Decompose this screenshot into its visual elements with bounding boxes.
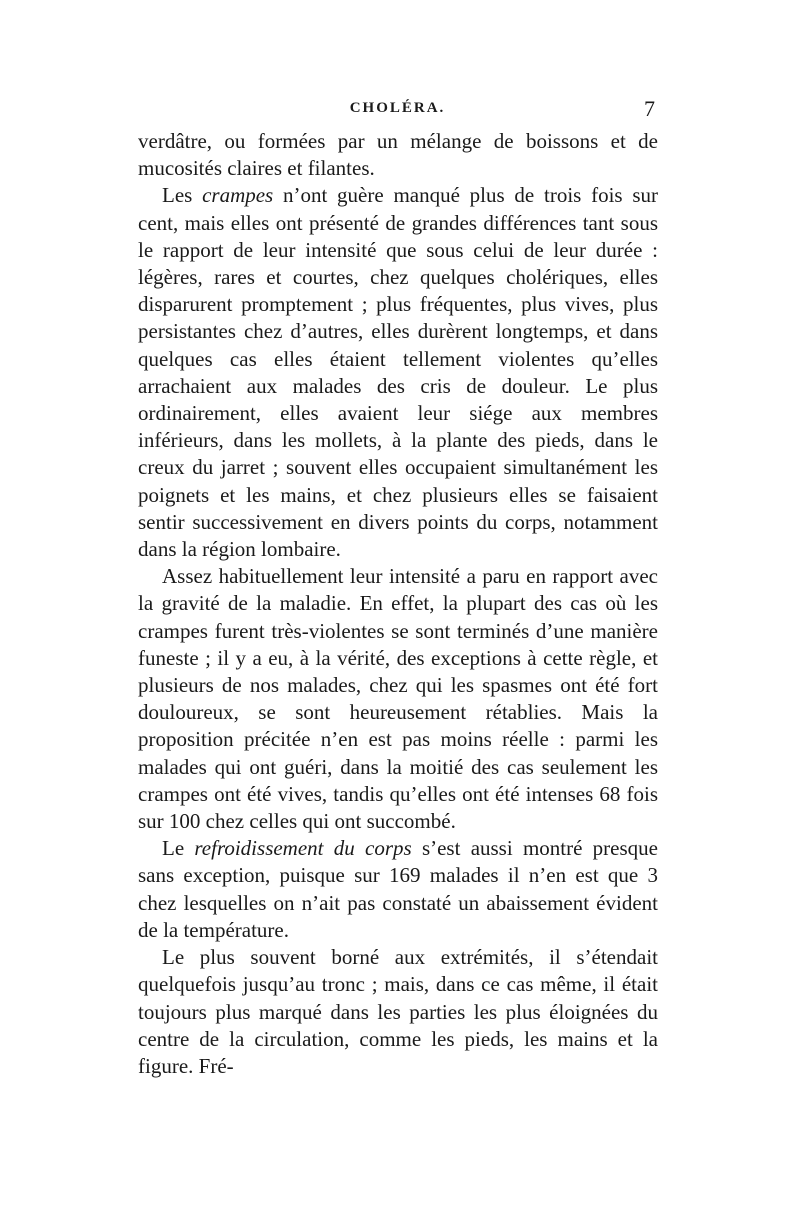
page-number: 7 — [644, 96, 655, 121]
paragraph-refroidissement — [138, 835, 658, 944]
emphasis-refroidissement: refroidissement du corps — [194, 836, 412, 861]
text-run: Les — [162, 183, 203, 208]
text-run: verdâtre, ou formées par un mélange de boissons et de mucosités claires et filantes. — [138, 129, 658, 181]
emphasis-crampes: crampes — [202, 183, 274, 208]
text-run: Assez habituellement leur intensité a paru en rapport avec la gravité de la maladie. En effet, la plupart des cas où les crampes furent très-violentes se sont terminés d’une manière funeste ; il y a eu, à la vérité, des exceptions à cette règle, et plusieurs de nos malades, chez qui les spasmes ont été fort douloureux, se sont heureusement rétablies. Mais la proposition précitée n’en est pas moins réelle : parmi les malades qui ont guéri, dans la moitié des cas seulement les crampes ont été vives, tandis qu’elles ont été intenses 68 fois sur 100 chez celles qui ont succombé. — [138, 564, 658, 834]
paragraph-continuation — [138, 128, 658, 182]
text-run: n’ont guère manqué plus de trois fois sur cent, mais elles ont présenté de grandes différences tant sous le rapport de leur intensité que sous celui de leur durée : légères, rares et courtes, chez quelques cholériques, elles disparurent promptement ; plus fréquentes, plus vives, plus persistantes chez d’autres, elles durèrent longtemps, et dans quelques cas elles étaient tellement violentes qu’elles arrachaient aux malades des cris de douleur. Le plus ordinairement, elles avaient leur siége aux membres inférieurs, dans les mollets, à la plante des pieds, dans le creux du jarret ; souvent elles occupaient simultanément les poignets et les mains, et chez plusieurs elles se faisaient sentir successivement en divers points du corps, notamment dans la région lombaire. — [138, 183, 658, 562]
paragraph-intensite — [138, 563, 658, 835]
paragraph-crampes — [138, 182, 658, 563]
paragraph-extremites — [138, 944, 658, 1080]
running-title: CHOLÉRA. — [349, 100, 446, 116]
text-run: Le plus souvent borné aux extrémités, il s’étendait quelquefois jusqu’au tronc ; mais, dans ce cas même, il était toujours plus marqué dans les parties les plus éloignées du centre de la circulation, comme les pieds, les mains et la figure. Fré- — [138, 945, 658, 1078]
body-text — [138, 128, 658, 1080]
running-head — [140, 96, 655, 124]
text-run: s’est aussi montré presque sans exception, puisque sur 169 malades il n’en est que 3 chez lesquelles on n’ait pas constaté un abaissement évident de la température. — [138, 836, 658, 942]
text-run: Le — [162, 836, 195, 861]
